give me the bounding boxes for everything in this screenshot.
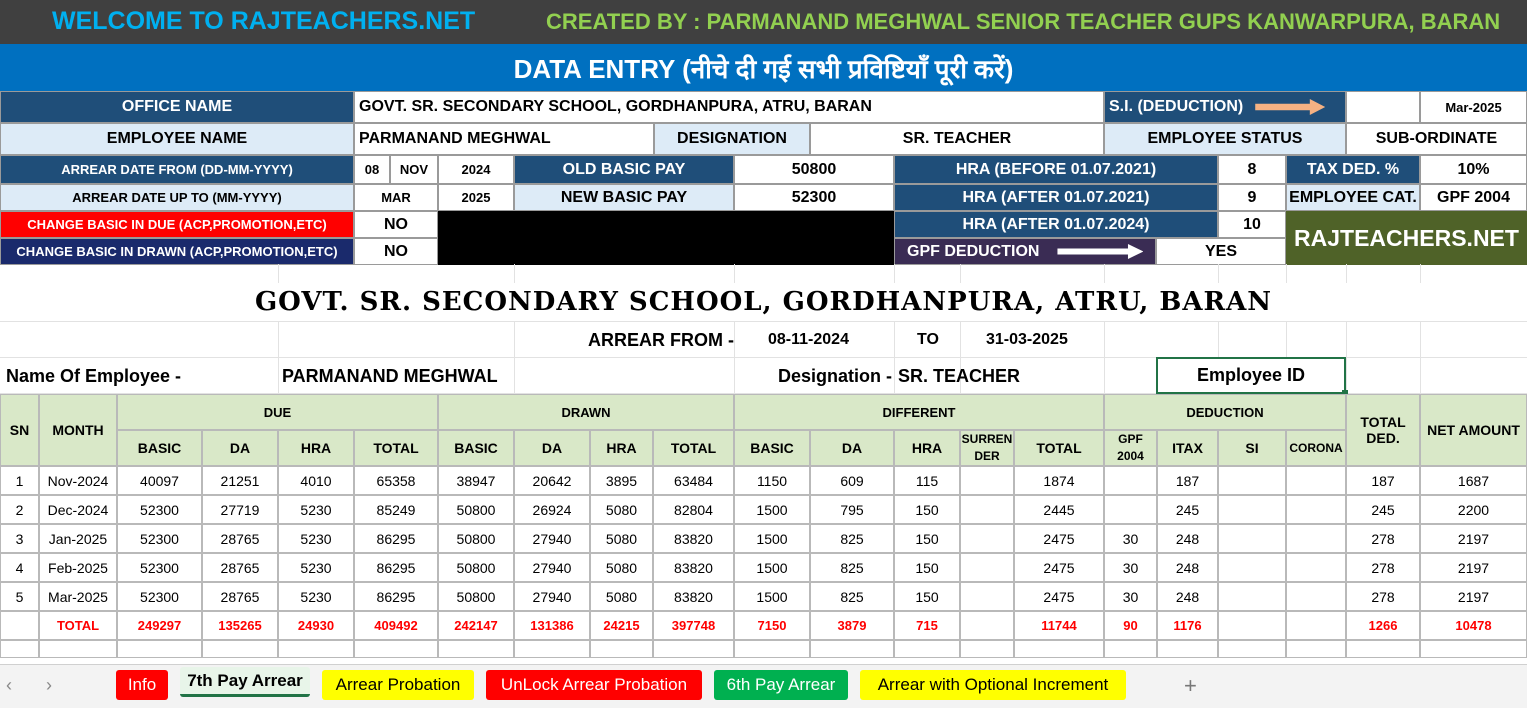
hra-before-label: HRA (BEFORE 01.07.2021) [894, 155, 1218, 184]
table-cell: 65358 [354, 466, 438, 495]
sheet-tab-unlock-arrear-probation[interactable]: UnLock Arrear Probation [486, 670, 702, 700]
table-cell: 38947 [438, 466, 514, 495]
total-cell: 135265 [202, 611, 278, 640]
subheader-cell: SI [1218, 430, 1286, 466]
gpf-deduction-field[interactable]: YES [1156, 238, 1286, 265]
table-cell [1218, 466, 1286, 495]
scroll-right-icon[interactable]: › [46, 675, 52, 695]
new-basic-label: NEW BASIC PAY [514, 184, 734, 211]
table-cell: 278 [1346, 582, 1420, 611]
arrear-range-row [0, 322, 1527, 357]
empty-cell [1104, 640, 1157, 658]
table-cell: 52300 [117, 553, 202, 582]
table-cell: 63484 [653, 466, 734, 495]
empty-cell [1420, 640, 1527, 658]
header-month: MONTH [39, 394, 117, 466]
table-cell: 278 [1346, 553, 1420, 582]
subheader-cell: GPF 2004 [1104, 430, 1157, 466]
designation-caption-value: SR. TEACHER [898, 366, 1021, 386]
header-deduction: DEDUCTION [1104, 394, 1346, 430]
total-cell [0, 611, 39, 640]
table-cell [1286, 495, 1346, 524]
employee-name-label: EMPLOYEE NAME [0, 123, 354, 155]
table-cell: 85249 [354, 495, 438, 524]
table-cell: 150 [894, 495, 960, 524]
table-cell: 1 [0, 466, 39, 495]
table-cell: 28765 [202, 582, 278, 611]
table-cell: 5080 [590, 524, 653, 553]
table-cell: 86295 [354, 524, 438, 553]
employee-info-row [0, 358, 1527, 393]
table-cell: 50800 [438, 582, 514, 611]
subheader-cell: TOTAL [653, 430, 734, 466]
table-cell: 245 [1346, 495, 1420, 524]
table-cell: 5230 [278, 582, 354, 611]
table-cell: 278 [1346, 524, 1420, 553]
table-cell: 5230 [278, 495, 354, 524]
empty-cell [202, 640, 278, 658]
sheet-tab-info[interactable]: Info [116, 670, 168, 700]
subheader-cell: CORONA [1286, 430, 1346, 466]
hra-after-2024-field[interactable]: 10 [1218, 211, 1286, 238]
subheader-cell: DA [202, 430, 278, 466]
table-cell: 5230 [278, 553, 354, 582]
total-cell: 131386 [514, 611, 590, 640]
table-cell: 248 [1157, 582, 1218, 611]
table-cell: 825 [810, 553, 894, 582]
table-cell: 4 [0, 553, 39, 582]
designation-caption: Designation - [778, 366, 893, 386]
table-cell: 150 [894, 524, 960, 553]
table-cell: 30 [1104, 582, 1157, 611]
table-cell: Nov-2024 [39, 466, 117, 495]
table-cell: 2200 [1420, 495, 1527, 524]
table-cell: 82804 [653, 495, 734, 524]
header-net-amount: NET AMOUNT [1420, 394, 1527, 466]
table-cell: Mar-2025 [39, 582, 117, 611]
table-cell [1218, 553, 1286, 582]
table-cell: 795 [810, 495, 894, 524]
table-cell: 150 [894, 582, 960, 611]
change-drawn-label: CHANGE BASIC IN DRAWN (ACP,PROMOTION,ETC) [0, 238, 354, 265]
empty-cell [1218, 640, 1286, 658]
subheader-cell: HRA [278, 430, 354, 466]
table-cell: Dec-2024 [39, 495, 117, 524]
table-cell: 2197 [1420, 524, 1527, 553]
banner-welcome: WELCOME TO RAJTEACHERS.NET [52, 7, 476, 35]
table-cell: 83820 [653, 553, 734, 582]
table-cell: 1687 [1420, 466, 1527, 495]
table-cell: 248 [1157, 524, 1218, 553]
subheader-cell: TOTAL [1014, 430, 1104, 466]
empty-cell [438, 640, 514, 658]
empty-cell [1286, 640, 1346, 658]
arrear-from-month[interactable]: NOV [390, 155, 438, 184]
table-cell: 5230 [278, 524, 354, 553]
empty-cell [734, 640, 810, 658]
subheader-cell: HRA [894, 430, 960, 466]
total-cell: 1266 [1346, 611, 1420, 640]
si-deduction-label [1104, 91, 1346, 123]
name-of-employee-label: Name Of Employee - [6, 366, 182, 386]
si-deduction-field[interactable] [1346, 91, 1420, 123]
table-cell: 1500 [734, 524, 810, 553]
table-cell: 187 [1346, 466, 1420, 495]
gpf-deduction-label [894, 238, 1156, 265]
table-cell: 2475 [1014, 524, 1104, 553]
sheet-tab-6th-pay-arrear[interactable]: 6th Pay Arrear [714, 670, 848, 700]
employee-id-text: Employee ID [1196, 365, 1306, 385]
table-cell: 52300 [117, 495, 202, 524]
sheet-tab-arrear-probation[interactable]: Arrear Probation [322, 670, 474, 700]
subheader-cell: DA [810, 430, 894, 466]
table-cell [1286, 524, 1346, 553]
change-due-label: CHANGE BASIC IN DUE (ACP,PROMOTION,ETC) [0, 211, 354, 238]
table-cell: 1150 [734, 466, 810, 495]
table-cell [960, 495, 1014, 524]
designation-field[interactable]: SR. TEACHER [810, 123, 1104, 155]
total-cell: 24215 [590, 611, 653, 640]
table-cell: 609 [810, 466, 894, 495]
employee-cat-label: EMPLOYEE CAT. [1286, 184, 1420, 211]
hra-after-2021-label: HRA (AFTER 01.07.2021) [894, 184, 1218, 211]
school-title-text: GOVT. SR. SECONDARY SCHOOL, GORDHANPURA, ATRU, BARAN [254, 287, 1273, 317]
empty-cell [653, 640, 734, 658]
table-cell: 1500 [734, 582, 810, 611]
table-cell: 187 [1157, 466, 1218, 495]
table-cell: 245 [1157, 495, 1218, 524]
table-cell: 50800 [438, 524, 514, 553]
subheader-cell: TOTAL [354, 430, 438, 466]
empty-cell [1346, 640, 1420, 658]
employee-cat-field[interactable]: GPF 2004 [1420, 184, 1527, 211]
empty-cell [117, 640, 202, 658]
table-cell: 28765 [202, 524, 278, 553]
total-cell: 715 [894, 611, 960, 640]
table-cell: 248 [1157, 553, 1218, 582]
employee-name-field[interactable]: PARMANAND MEGHWAL [354, 123, 654, 155]
table-cell: 5 [0, 582, 39, 611]
empty-cell [1157, 640, 1218, 658]
table-cell [1286, 582, 1346, 611]
header-total-ded: TOTAL DED. [1346, 394, 1420, 466]
tax-ded-field[interactable]: 10% [1420, 155, 1527, 184]
name-of-employee-value: PARMANAND MEGHWAL [282, 366, 498, 386]
gpf-deduction-text: GPF DEDUCTION [907, 242, 1040, 260]
table-cell: 20642 [514, 466, 590, 495]
total-cell [1218, 611, 1286, 640]
total-cell: 90 [1104, 611, 1157, 640]
table-cell [960, 524, 1014, 553]
table-cell: 50800 [438, 495, 514, 524]
table-cell: 27940 [514, 553, 590, 582]
data-entry-title-text: DATA ENTRY (नीचे दी गई सभी प्रविष्टियाँ पूरी करें) [513, 53, 1014, 84]
table-cell: 86295 [354, 553, 438, 582]
sheet-tab-arrear-with-optional-increment[interactable]: Arrear with Optional Increment [860, 670, 1126, 700]
table-cell: 30 [1104, 524, 1157, 553]
table-cell [1104, 466, 1157, 495]
total-cell: 24930 [278, 611, 354, 640]
total-cell: 397748 [653, 611, 734, 640]
arrear-from-label: ARREAR DATE FROM (DD-MM-YYYY) [0, 155, 354, 184]
table-cell: 5080 [590, 582, 653, 611]
employee-status-label: EMPLOYEE STATUS [1104, 123, 1346, 155]
subheader-cell: DA [514, 430, 590, 466]
table-cell: 27940 [514, 582, 590, 611]
office-name-field[interactable]: GOVT. SR. SECONDARY SCHOOL, GORDHANPURA, ATRU, BARAN [354, 91, 1104, 123]
arrear-from-day[interactable]: 08 [354, 155, 390, 184]
black-block [438, 211, 894, 265]
table-cell: 5080 [590, 553, 653, 582]
si-month-field[interactable]: Mar-2025 [1420, 91, 1527, 123]
table-cell: 1500 [734, 495, 810, 524]
total-cell: 7150 [734, 611, 810, 640]
table-cell: 52300 [117, 524, 202, 553]
table-cell: Feb-2025 [39, 553, 117, 582]
old-basic-field[interactable]: 50800 [734, 155, 894, 184]
total-cell: 242147 [438, 611, 514, 640]
empty-cell [1014, 640, 1104, 658]
sheet-tab-7th-pay-arrear[interactable]: 7th Pay Arrear [180, 667, 310, 697]
table-cell: 3 [0, 524, 39, 553]
arrow-right-icon [1255, 99, 1325, 115]
table-cell: 83820 [653, 524, 734, 553]
table-cell: 28765 [202, 553, 278, 582]
empty-cell [514, 640, 590, 658]
table-cell [1218, 582, 1286, 611]
data-entry-title [0, 44, 1527, 91]
hra-after-2021-field[interactable]: 9 [1218, 184, 1286, 211]
empty-cell [278, 640, 354, 658]
subheader-cell: BASIC [734, 430, 810, 466]
header-sn: SN [0, 394, 39, 466]
subheader-cell: BASIC [438, 430, 514, 466]
header-different: DIFFERENT [734, 394, 1104, 430]
table-cell: 5080 [590, 495, 653, 524]
total-cell: 3879 [810, 611, 894, 640]
hra-after-2024-label: HRA (AFTER 01.07.2024) [894, 211, 1218, 238]
office-name-label: OFFICE NAME [0, 91, 354, 123]
arrear-upto-year[interactable]: 2025 [438, 184, 514, 211]
empty-cell [39, 640, 117, 658]
logo-block: RAJTEACHERS.NET [1286, 211, 1527, 265]
arrear-from-caption: ARREAR FROM - [588, 330, 734, 350]
change-due-field[interactable]: NO [354, 211, 438, 238]
total-cell: TOTAL [39, 611, 117, 640]
table-cell [1104, 495, 1157, 524]
old-basic-label: OLD BASIC PAY [514, 155, 734, 184]
arrow-right-icon [1057, 244, 1143, 259]
total-cell: 11744 [1014, 611, 1104, 640]
tax-ded-label: TAX DED. % [1286, 155, 1420, 184]
new-basic-field[interactable]: 52300 [734, 184, 894, 211]
table-cell: 27940 [514, 524, 590, 553]
arrear-from-year[interactable]: 2024 [438, 155, 514, 184]
to-caption: TO [917, 331, 939, 348]
table-cell: 825 [810, 582, 894, 611]
subheader-cell: SURREN DER [960, 430, 1014, 466]
table-cell: Jan-2025 [39, 524, 117, 553]
subheader-cell: ITAX [1157, 430, 1218, 466]
empty-cell [810, 640, 894, 658]
empty-cell [960, 640, 1014, 658]
table-cell: 21251 [202, 466, 278, 495]
table-cell: 26924 [514, 495, 590, 524]
table-cell: 825 [810, 524, 894, 553]
top-banner [0, 0, 1527, 44]
table-cell: 2445 [1014, 495, 1104, 524]
table-cell: 3895 [590, 466, 653, 495]
total-cell: 1176 [1157, 611, 1218, 640]
arrear-upto-label: ARREAR DATE UP TO (MM-YYYY) [0, 184, 354, 211]
empty-cell [354, 640, 438, 658]
header-due: DUE [117, 394, 438, 430]
subheader-cell: BASIC [117, 430, 202, 466]
table-cell: 2 [0, 495, 39, 524]
table-cell [1218, 524, 1286, 553]
total-cell: 409492 [354, 611, 438, 640]
table-cell: 52300 [117, 582, 202, 611]
table-cell: 2475 [1014, 582, 1104, 611]
table-cell: 2197 [1420, 553, 1527, 582]
table-cell [960, 466, 1014, 495]
scroll-left-icon[interactable]: ‹ [6, 675, 12, 695]
arrear-to-date: 31-03-2025 [986, 331, 1068, 348]
table-cell: 83820 [653, 582, 734, 611]
table-cell: 4010 [278, 466, 354, 495]
change-drawn-field[interactable]: NO [354, 238, 438, 265]
banner-created-by: CREATED BY : PARMANAND MEGHWAL SENIOR TEACHER GUPS KANWARPURA, BARAN [546, 9, 1501, 34]
hra-before-field[interactable]: 8 [1218, 155, 1286, 184]
table-cell [1286, 553, 1346, 582]
empty-cell [590, 640, 653, 658]
table-cell: 50800 [438, 553, 514, 582]
table-cell [1286, 466, 1346, 495]
si-deduction-text: S.I. (DEDUCTION) [1109, 98, 1244, 115]
table-cell: 40097 [117, 466, 202, 495]
total-cell: 10478 [1420, 611, 1527, 640]
employee-id-cell[interactable] [1156, 357, 1346, 394]
table-cell: 2197 [1420, 582, 1527, 611]
table-cell: 86295 [354, 582, 438, 611]
subheader-cell: HRA [590, 430, 653, 466]
designation-label: DESIGNATION [654, 123, 810, 155]
header-drawn: DRAWN [438, 394, 734, 430]
total-cell [1286, 611, 1346, 640]
table-cell: 27719 [202, 495, 278, 524]
empty-cell [0, 640, 39, 658]
total-cell: 249297 [117, 611, 202, 640]
table-cell: 115 [894, 466, 960, 495]
table-cell: 30 [1104, 553, 1157, 582]
arrear-upto-month[interactable]: MAR [354, 184, 438, 211]
table-cell [1218, 495, 1286, 524]
table-cell: 1500 [734, 553, 810, 582]
total-cell [960, 611, 1014, 640]
add-sheet-icon[interactable]: + [1184, 673, 1197, 698]
table-cell: 2475 [1014, 553, 1104, 582]
arrear-from-date: 08-11-2024 [768, 331, 849, 348]
employee-status-field[interactable]: SUB-ORDINATE [1346, 123, 1527, 155]
table-cell: 1874 [1014, 466, 1104, 495]
school-title [0, 283, 1527, 321]
empty-cell [894, 640, 960, 658]
table-cell [960, 553, 1014, 582]
table-cell [960, 582, 1014, 611]
table-cell: 150 [894, 553, 960, 582]
